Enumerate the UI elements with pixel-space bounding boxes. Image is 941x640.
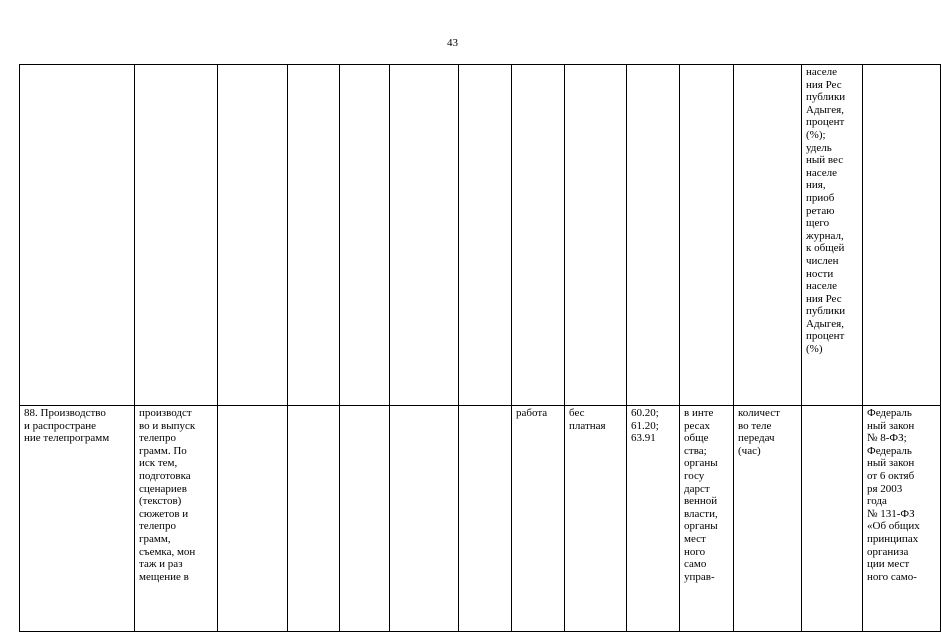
document-table [19,64,941,632]
page-number: 43 [447,37,458,49]
table-cell [340,65,390,406]
table-cell: работа [512,406,565,632]
table-cell [135,65,218,406]
table-cell [863,65,941,406]
table-cell [390,406,459,632]
table-cell [802,406,863,632]
table-cell [565,65,627,406]
table-cell: 88. Производство и распростране ние телепрограмм [20,406,135,632]
table-row [20,65,941,406]
table-row [20,406,941,632]
table-cell [459,406,512,632]
table-cell [734,65,802,406]
table-cell [512,65,565,406]
table-cell: количест во теле передач (час) [734,406,802,632]
table-cell [390,65,459,406]
table-cell: Федераль ный закон № 8-ФЗ; Федераль ный закон от 6 октяб ря 2003 года № 131-ФЗ «Об общих принципах организа ции мест ного само- [863,406,941,632]
table-cell [288,406,340,632]
table-cell [20,65,135,406]
table-cell: 60.20; 61.20; 63.91 [627,406,680,632]
table-cell: бес платная [565,406,627,632]
table-cell [459,65,512,406]
table-cell [680,65,734,406]
table-cell: населе ния Рес публики Адыгея, процент (%); удель ный вес населе ния, приоб ретаю щего журнал, к общей числен ности населе ния Рес публики Адыгея, процент (%) [802,65,863,406]
table-cell [627,65,680,406]
table-cell: в инте ресах обще ства; органы госу дарст венной власти, органы мест ного само управ- [680,406,734,632]
table-cell: производст во и выпуск телепро грамм. По иск тем, подготовка сценариев (текстов) сюжетов и телепро грамм, съемка, мон таж и раз мещение в [135,406,218,632]
table-cell [288,65,340,406]
table-cell [218,406,288,632]
table-cell [218,65,288,406]
table-cell [340,406,390,632]
